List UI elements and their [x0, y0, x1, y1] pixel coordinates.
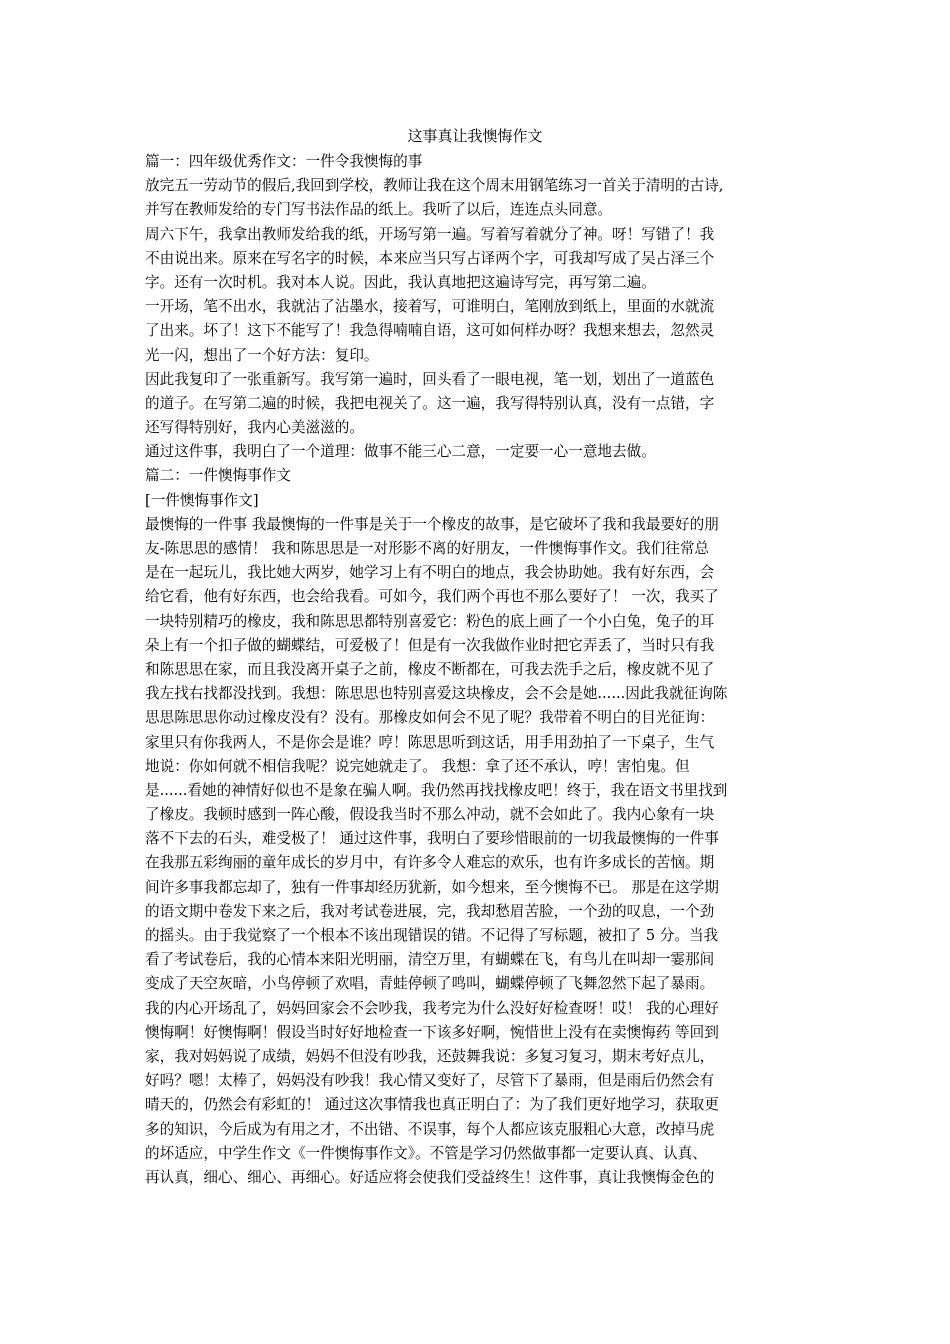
text-line: 看了考试卷后，我的心情本来阳光明丽，清空万里，有蝴蝶在飞，有鸟儿在叫却一霎那间: [145, 951, 715, 969]
text-line: 朵上有一个扣子做的蝴蝶结，可爱极了！但是有一次我做作业时把它弄丢了，当时只有我: [145, 636, 715, 654]
text-line: 给它看，他有好东西，也会给我看。可如今，我们两个再也不那么要好了！ 一次，我买了: [145, 588, 719, 606]
text-line: 最懊悔的一件事 我最懊悔的一件事是关于一个橡皮的故事，是它破坏了我和我最要好的朋: [145, 515, 719, 533]
text-line: 地说：你如何就不相信我呢？说完她就走了。 我想：拿了还不承认，哼！害怕鬼。但: [145, 757, 690, 775]
document-title: 这事真让我懊悔作文: [407, 127, 543, 145]
text-line: 篇二：一件懊悔事作文: [145, 467, 291, 485]
text-line: 并写在教师发给的专门写书法作品的纸上。我听了以后，连连点头同意。: [145, 201, 613, 219]
text-line: 是在一起玩儿，我比她大两岁，她学习上有不明白的地点，我会协助她。我有好东西，会: [145, 564, 715, 582]
text-line: 懊悔啊！好懊悔啊！假设当时好好地检查一下该多好啊，惋惜世上没有在卖懊悔药 等回到: [145, 1023, 719, 1041]
text-line: 的语文期中卷发下来之后，我对考试卷进展，完，我却愁眉苦脸，一个劲的叹息，一个劲: [145, 902, 715, 920]
text-line: 了橡皮。我顿时感到一阵心酸，假设我当时不那么冲动，就不会如此了。我内心象有一块: [145, 806, 715, 824]
text-line: 我左找右找都没找到。我想：陈思思也特别喜爱这块橡皮，会不会是她......因此我就征询陈: [145, 685, 728, 703]
text-line: 好吗？嗯！太棒了，妈妈没有吵我！我心情又变好了，尽管下了暴雨，但是雨后仍然会有: [145, 1072, 715, 1090]
text-line: 我的内心开场乱了，妈妈回家会不会吵我，我考完为什么没好好检查呀！哎！ 我的心理好: [145, 999, 719, 1017]
document-body: [145, 150, 810, 1190]
text-line: 家里只有你我两人，不是你会是谁？哼！陈思思听到这话，用手用劲拍了一下桌子，生气: [145, 733, 715, 751]
text-line: 变成了天空灰暗，小鸟停顿了欢唱，青蛙停顿了鸣叫，蝴蝶停顿了飞舞忽然下起了暴雨。: [145, 975, 715, 993]
text-line: 不由说出来。原来在写名字的时候，本来应当只写占译两个字，可我却写成了吴占泽三个: [145, 249, 715, 267]
text-line: 放完五一劳动节的假后,我回到学校，教师让我在这个周末用钢笔练习一首关于清明的古诗,: [145, 177, 724, 195]
text-line: 了出来。坏了！这下不能写了！我急得喃喃自语，这可如何样办呀？我想来想去，忽然灵: [145, 322, 715, 340]
text-line: [一件懊悔事作文]: [145, 491, 259, 509]
text-line: 再认真，细心、细心、再细心。好适应将会使我们受益终生！这件事，真让我懊悔金色的: [145, 1168, 715, 1186]
text-line: 友-陈思思的感情！ 我和陈思思是一对形影不离的好朋友，一件懊悔事作文。我们往常总: [145, 540, 710, 557]
text-line: 家，我对妈妈说了成绩，妈妈不但没有吵我，还鼓舞我说：多复习复习，期末考好点儿，: [145, 1047, 715, 1065]
text-line: 思思陈思思你动过橡皮没有？没有。那橡皮如何会不见了呢？我带着不明白的目光征询：: [145, 709, 715, 727]
text-line: 通过这件事，我明白了一个道理：做事不能三心二意，一定要一心一意地去做。: [145, 443, 656, 461]
text-line: 的摇头。由于我觉察了一个根本不该出现错误的错。不记得了写标题，被扣了 5 分。当我: [145, 927, 719, 944]
text-line: 的道子。在写第二遍的时候，我把电视关了。这一遍，我写得特别认真，没有一点错，字: [145, 394, 715, 412]
text-line: 一块特别精巧的橡皮，我和陈思思都特别喜爱它：粉色的底上画了一个小白兔，兔子的耳: [145, 612, 715, 630]
text-line: 字。还有一次时机。我对本人说。因此，我认真地把这遍诗写完，再写第二遍。: [145, 273, 656, 291]
text-line: 和陈思思在家，而且我没离开桌子之前，橡皮不断都在，可我去洗手之后，橡皮就不见了: [145, 660, 715, 678]
text-line: 还写得特别好，我内心美滋滋的。: [145, 419, 364, 437]
text-line: 间许多事我都忘却了，独有一件事却经历犹新，如今想来，至今懊悔不已。 那是在这学期: [145, 878, 719, 896]
text-line: 篇一：四年级优秀作文：一件令我懊悔的事: [145, 153, 423, 170]
text-line: 在我那五彩绚丽的童年成长的岁月中，有许多令人难忘的欢乐，也有许多成长的苦恼。期: [145, 854, 715, 872]
text-line: 周六下午，我拿出教师发给我的纸，开场写第一遍。写着写着就分了神。呀！写错了！我: [145, 225, 715, 243]
text-line: 落不下去的石头，难受极了！ 通过这件事，我明白了要珍惜眼前的一切我最懊悔的一件事: [145, 830, 719, 848]
text-line: 是......看她的神情好似也不是象在骗人啊。我仍然再找找橡皮吧！终于，我在语文书里找到: [145, 781, 728, 799]
text-line: 的坏适应，中学生作文《一件懊悔事作文》。不管是学习仍然做事都一定要认真、认真、: [145, 1144, 707, 1162]
text-line: 一开场，笔不出水，我就沾了沾墨水，接着写，可谁明白，笔刚放到纸上，里面的水就流: [145, 298, 715, 316]
text-line: 多的知识，今后成为有用之才，不出错、不误事，每个人都应该克服粗心大意，改掉马虎: [145, 1120, 715, 1138]
text-line: 因此我复印了一张重新写。我写第一遍时，回头看了一眼电视，笔一划，划出了一道蓝色: [145, 370, 715, 388]
text-line: 晴天的，仍然会有彩虹的！ 通过这次事情我也真正明白了：为了我们更好地学习，获取更: [145, 1096, 719, 1114]
text-line: 光一闪，想出了一个好方法：复印。: [145, 346, 379, 364]
